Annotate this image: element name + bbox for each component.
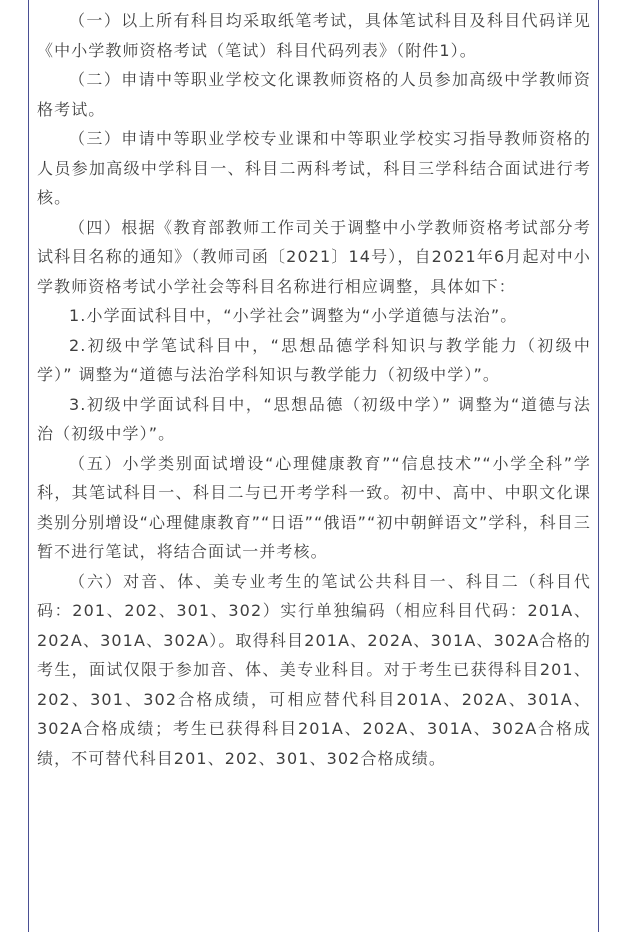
paragraph-rename-item-2: 2.初级中学笔试科目中，“思想品德学科知识与教学能力（初级中学）” 调整为“道德与法治学科知识与教学能力（初级中学）”。 [37, 335, 591, 384]
article-body [37, 0, 591, 773]
paragraph-new-subjects: （五）小学类别面试增设“心理健康教育”“信息技术”“小学全科”学科，其笔试科目一、科目二与已开考学科一致。初中、高中、中职文化课类别分别增设“心理健康教育”“日语”“俄语”“初中朝鲜语文”学科，科目三暂不进行笔试，将结合面试一并考核。 [37, 453, 591, 561]
paragraph-art-sports-coding: （六）对音、体、美专业考生的笔试公共科目一、科目二（科目代码：201、202、301、302）实行单独编码（相应科目代码：201A、202A、301A、302A）。取得科目201A、202A、301A、302A合格的考生，面试仅限于参加音、体、美专业科目。对于考生已获得科目201、202、301、302合格成绩，可相应替代科目201A、202A、301A、302A合格成绩；考生已获得科目201A、202A、301A、302A合格成绩，不可替代科目201、202、301、302合格成绩。 [37, 571, 591, 768]
paragraph-rename-item-3: 3.初级中学面试科目中，“思想品德（初级中学）” 调整为“道德与法治（初级中学）”。 [37, 394, 591, 443]
paragraph-subject-renaming: （四）根据《教育部教师工作司关于调整中小学教师资格考试部分考试科目名称的通知》（教师司函〔2021〕14号），自2021年6月起对中小学教师资格考试小学社会等科目名称进行相应调整，具体如下： [37, 217, 591, 296]
paragraph-vocational-professional: （三）申请中等职业学校专业课和中等职业学校实习指导教师资格的人员参加高级中学科目一、科目二两科考试，科目三学科结合面试进行考核。 [37, 129, 591, 207]
paragraph-vocational-culture: （二）申请中等职业学校文化课教师资格的人员参加高级中学教师资格考试。 [37, 70, 591, 119]
paragraph-exam-format: （一）以上所有科目均采取纸笔考试，具体笔试科目及科目代码详见《中小学教师资格考试（笔试）科目代码列表》（附件1）。 [37, 11, 591, 60]
paragraph-rename-item-1: 1.小学面试科目中，“小学社会”调整为“小学道德与法治”。 [69, 306, 518, 325]
